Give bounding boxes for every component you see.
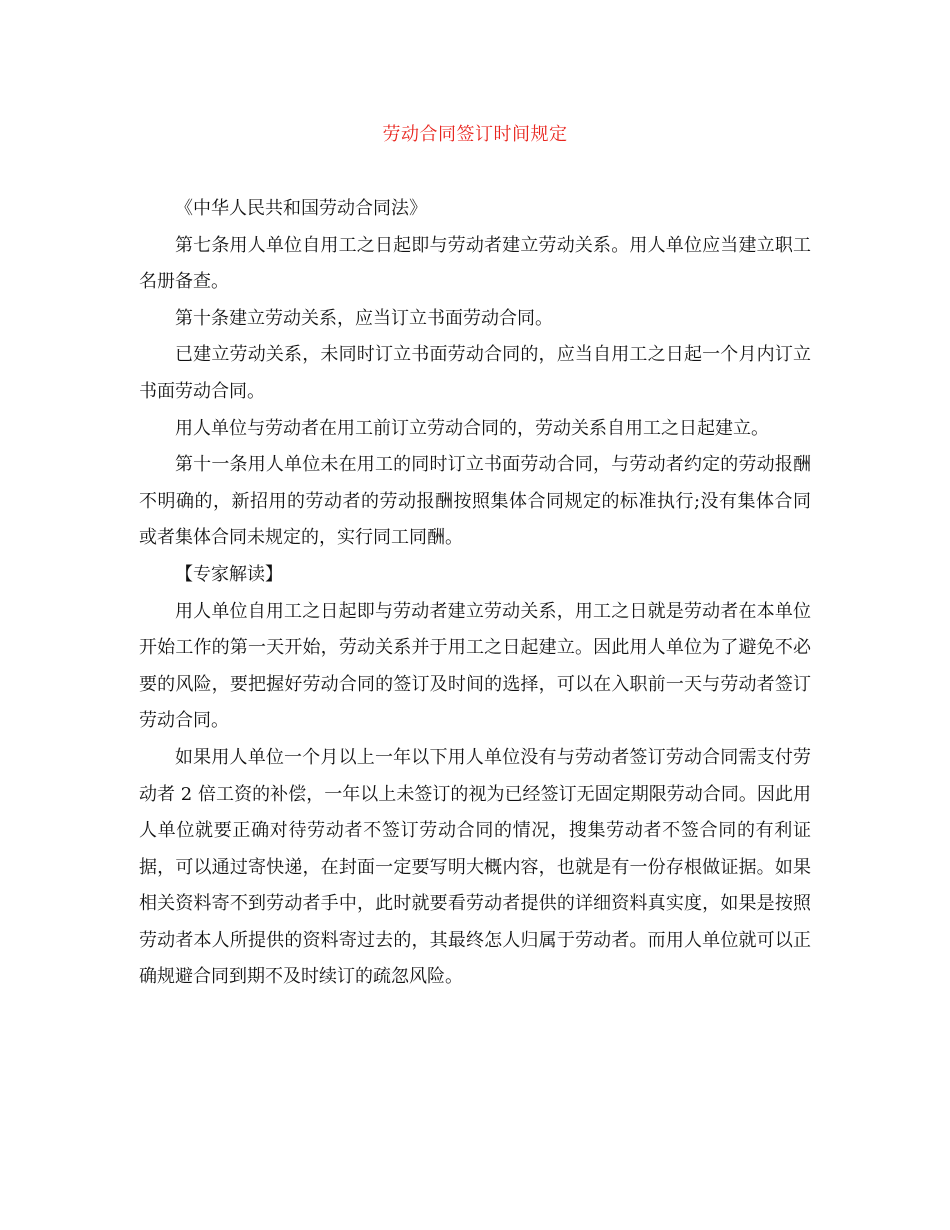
law-name-paragraph: 《中华人民共和国劳动合同法》 bbox=[175, 198, 427, 219]
expert-interpretation-paragraph-2: 如果用人单位一个月以上一年以下用人单位没有与劳动者签订劳动合同需支付劳动者 2 倍工资的补偿，一年以上未签订的视为已经签订无固定期限劳动合同。因此用人单位就要正确对待劳动者不签订劳动合同的情况，搜集劳动者不签合同的有利证据，可以通过寄快递，在封面一定要写明大概内容，也就是有一份存根做证据。如果相关资料寄不到劳动者手中，此时就要看劳动者提供的详细资料真实度，如果是按照劳动者本人所提供的资料寄过去的，其最终怎人归属于劳动者。而用人单位就可以正确规避合同到期不及时续订的疏忽风险。 bbox=[139, 746, 811, 988]
document-title: 劳动合同签订时间规定 bbox=[382, 124, 568, 145]
expert-interpretation-paragraph-1: 用人单位自用工之日起即与劳动者建立劳动关系，用工之日就是劳动者在本单位开始工作的第一天开始，劳动关系并于用工之日起建立。因此用人单位为了避免不必要的风险，要把握好劳动合同的签订及时间的选择，可以在入职前一天与劳动者签订劳动合同。 bbox=[139, 600, 811, 732]
document-body bbox=[139, 191, 811, 996]
article-7-paragraph: 第七条用人单位自用工之日起即与劳动者建立劳动关系。用人单位应当建立职工名册备查。 bbox=[139, 234, 811, 293]
article-10-paragraph: 第十条建立劳动关系，应当订立书面劳动合同。 bbox=[175, 307, 553, 329]
article-10-employment-start-paragraph: 用人单位与劳动者在用工前订立劳动合同的，劳动关系自用工之日起建立。 bbox=[175, 417, 769, 439]
article-10-continued-paragraph: 已建立劳动关系，未同时订立书面劳动合同的，应当自用工之日起一个月内订立书面劳动合同。 bbox=[139, 344, 811, 402]
article-11-paragraph: 第十一条用人单位未在用工的同时订立书面劳动合同，与劳动者约定的劳动报酬不明确的，新招用的劳动者的劳动报酬按照集体合同规定的标准执行;没有集体合同或者集体合同未规定的，实行同工同酬。 bbox=[139, 454, 811, 549]
expert-interpretation-heading: 【专家解读】 bbox=[175, 563, 283, 585]
